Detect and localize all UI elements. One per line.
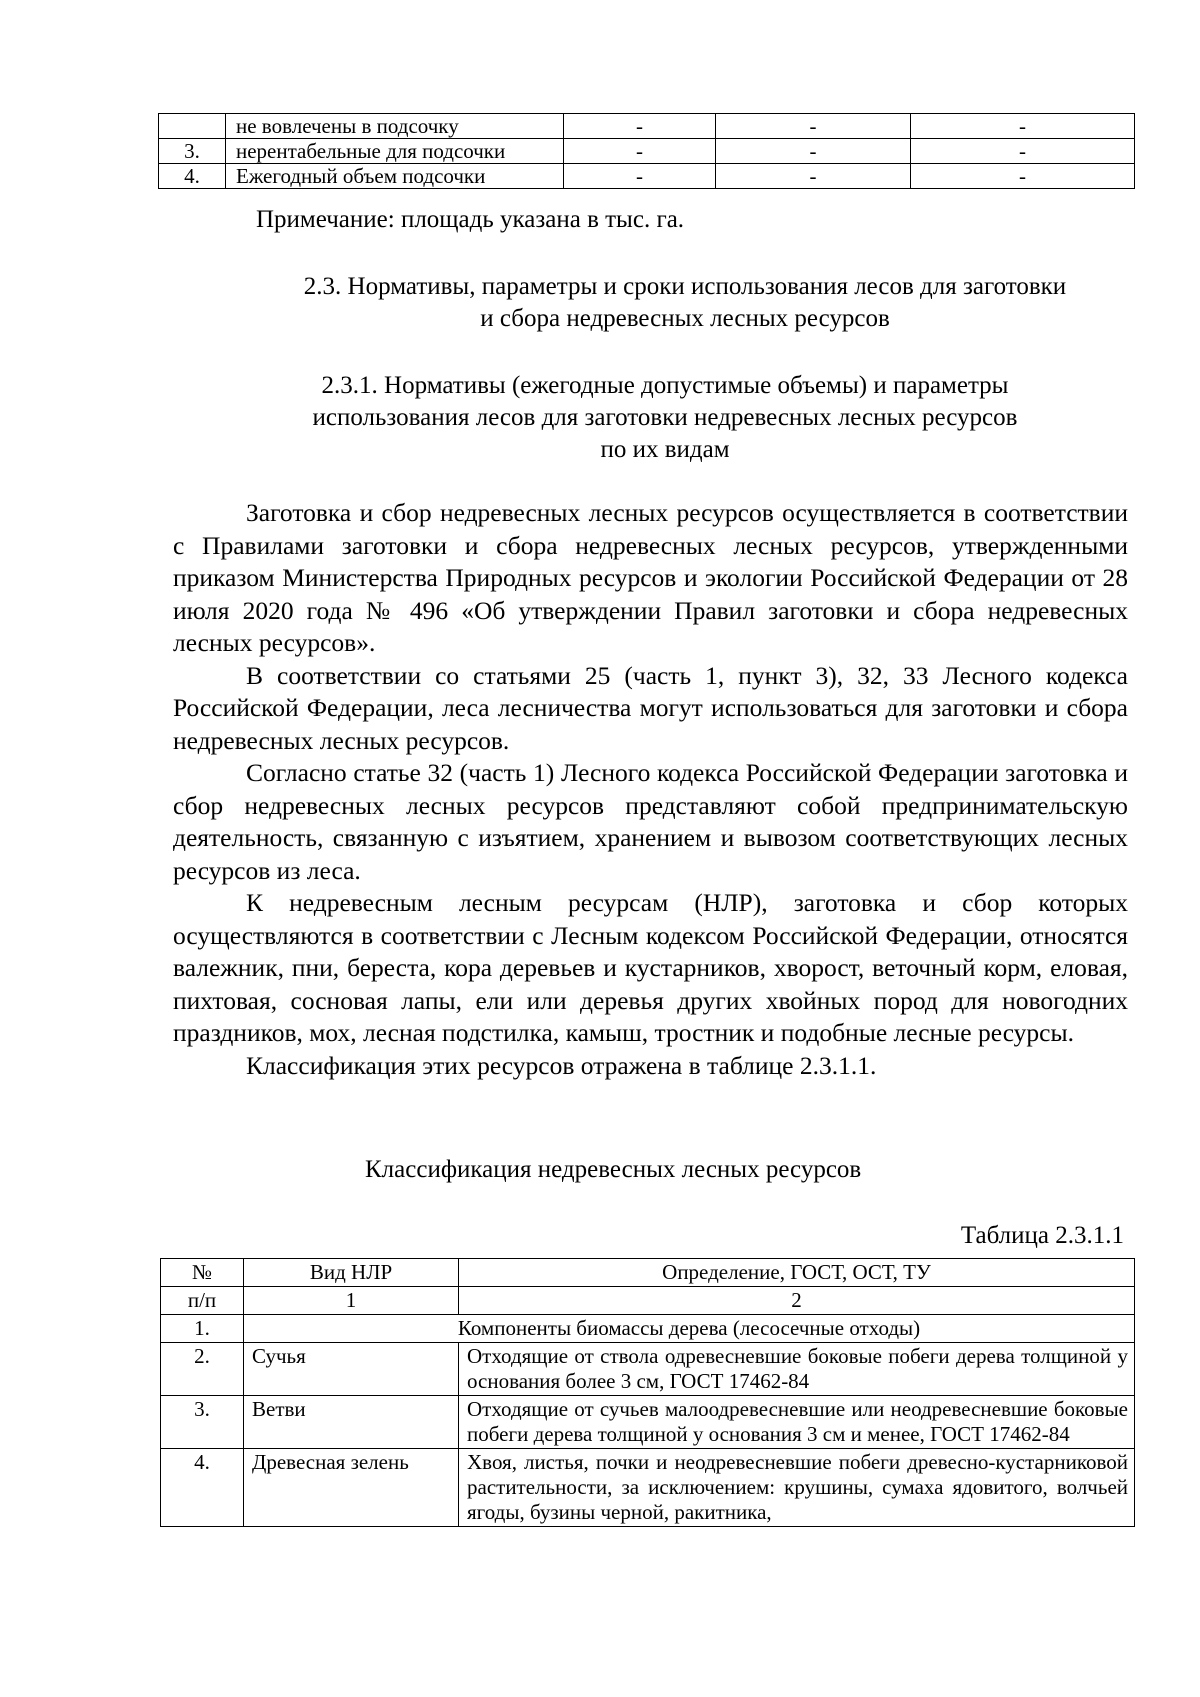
area-note: Примечание: площадь указана в тыс. га. bbox=[256, 206, 685, 233]
forest-tapping-table bbox=[158, 113, 1135, 189]
row-value: - bbox=[564, 114, 716, 139]
table-row bbox=[161, 1449, 1135, 1527]
row-value: - bbox=[564, 139, 716, 164]
header-index-row bbox=[161, 1287, 1135, 1315]
row-name: не вовлечены в подсочку bbox=[226, 114, 564, 139]
row-value: - bbox=[716, 114, 911, 139]
paragraph: Классификация этих ресурсов отражена в таблице 2.3.1.1. bbox=[246, 1050, 877, 1080]
classification-table bbox=[160, 1258, 1135, 1527]
row-number: 4. bbox=[159, 164, 226, 189]
header-definition: Определение, ГОСТ, ОСТ, ТУ bbox=[459, 1259, 1135, 1287]
row-type: Сучья bbox=[244, 1343, 459, 1396]
classification-title: Классификация недревесных лесных ресурсов bbox=[365, 1156, 862, 1183]
row-definition: Отходящие от ствола одревесневшие боковые побеги дерева толщиной у основания более 3 см, ГОСТ 17462-84 bbox=[459, 1343, 1135, 1396]
row-value: - bbox=[911, 139, 1135, 164]
table-row bbox=[159, 164, 1135, 189]
row-name: Ежегодный объем подсочки bbox=[226, 164, 564, 189]
table-row bbox=[161, 1396, 1135, 1449]
row-value: - bbox=[564, 164, 716, 189]
paragraph: В соответствии со статьями 25 (часть 1, пункт 3), 32, 33 Лесного кодекса Российской Федерации, леса лесничества могут использоваться для заготовки и сбора недревесных лесных ресурсов. bbox=[173, 660, 1128, 755]
row-type: Ветви bbox=[244, 1396, 459, 1449]
row-definition: Хвоя, листья, почки и неодревесневшие побеги древесно-кустарниковой растительности, за исключением: крушины, сумаха ядовитого, волчьей ягоды, бузины черной, ракитника, bbox=[459, 1449, 1135, 1527]
row-number bbox=[159, 114, 226, 139]
paragraph: Заготовка и сбор недревесных лесных ресурсов осуществляется в соответствии с Правилами заготовки и сбора недревесных лесных ресурсов, утвержденными приказом Министерства Природных ресурсов и экологии Российской Федерации от 28 июля 2020 года № 496 «Об утверждении Правил заготовки и сбора недревесных лесных ресурсов». bbox=[173, 498, 1128, 657]
row-type: Древесная зелень bbox=[244, 1449, 459, 1527]
header-definition-index: 2 bbox=[459, 1287, 1135, 1315]
table-row bbox=[159, 114, 1135, 139]
row-name: нерентабельные для подсочки bbox=[226, 139, 564, 164]
row-number: 3. bbox=[159, 139, 226, 164]
heading-line: 2.3. Нормативы, параметры и сроки использования лесов для заготовки bbox=[303, 273, 1067, 300]
section-heading-2-3 bbox=[230, 271, 1140, 335]
row-number: 3. bbox=[161, 1396, 244, 1449]
section-row-text: Компоненты биомассы дерева (лесосечные отходы) bbox=[244, 1315, 1135, 1343]
header-type: Вид НЛР bbox=[244, 1259, 459, 1287]
row-number: 1. bbox=[161, 1315, 244, 1343]
body-text bbox=[173, 497, 1128, 1082]
table-row bbox=[159, 139, 1135, 164]
row-value: - bbox=[716, 164, 911, 189]
table-row bbox=[161, 1315, 1135, 1343]
heading-line: 2.3.1. Нормативы (ежегодные допустимые объемы) и параметры bbox=[321, 372, 1009, 399]
header-num-sub: п/п bbox=[161, 1287, 244, 1315]
row-value: - bbox=[911, 114, 1135, 139]
row-value: - bbox=[716, 139, 911, 164]
heading-line: по их видам bbox=[600, 436, 730, 463]
section-heading-2-3-1 bbox=[230, 370, 1100, 466]
header-type-index: 1 bbox=[244, 1287, 459, 1315]
table-row bbox=[161, 1343, 1135, 1396]
table-label: Таблица 2.3.1.1 bbox=[960, 1222, 1124, 1249]
row-definition: Отходящие от сучьев малоодревесневшие или неодревесневшие боковые побеги дерева толщиной у основания 3 см и менее, ГОСТ 17462-84 bbox=[459, 1396, 1135, 1449]
heading-line: использования лесов для заготовки недревесных лесных ресурсов bbox=[312, 404, 1018, 431]
heading-line: и сбора недревесных лесных ресурсов bbox=[480, 305, 890, 332]
row-value: - bbox=[911, 164, 1135, 189]
header-num: № bbox=[161, 1259, 244, 1287]
row-number: 2. bbox=[161, 1343, 244, 1396]
paragraph: Согласно статье 32 (часть 1) Лесного кодекса Российской Федерации заготовка и сбор недревесных лесных ресурсов представляют собой предпринимательскую деятельность, связанную с изъятием, хранением и вывозом соответствующих лесных ресурсов из леса. bbox=[173, 758, 1128, 885]
row-number: 4. bbox=[161, 1449, 244, 1527]
paragraph: К недревесным лесным ресурсам (НЛР), заготовка и сбор которых осуществляются в соответствии с Лесным кодексом Российской Федерации, относятся валежник, пни, береста, кора деревьев и кустарников, хворост, веточный корм, еловая, пихтовая, сосновая лапы, ели или деревья других хвойных пород для новогодних праздников, мох, лесная подстилка, камыш, тростник и подобные лесные ресурсы. bbox=[173, 888, 1128, 1047]
header-row bbox=[161, 1259, 1135, 1287]
